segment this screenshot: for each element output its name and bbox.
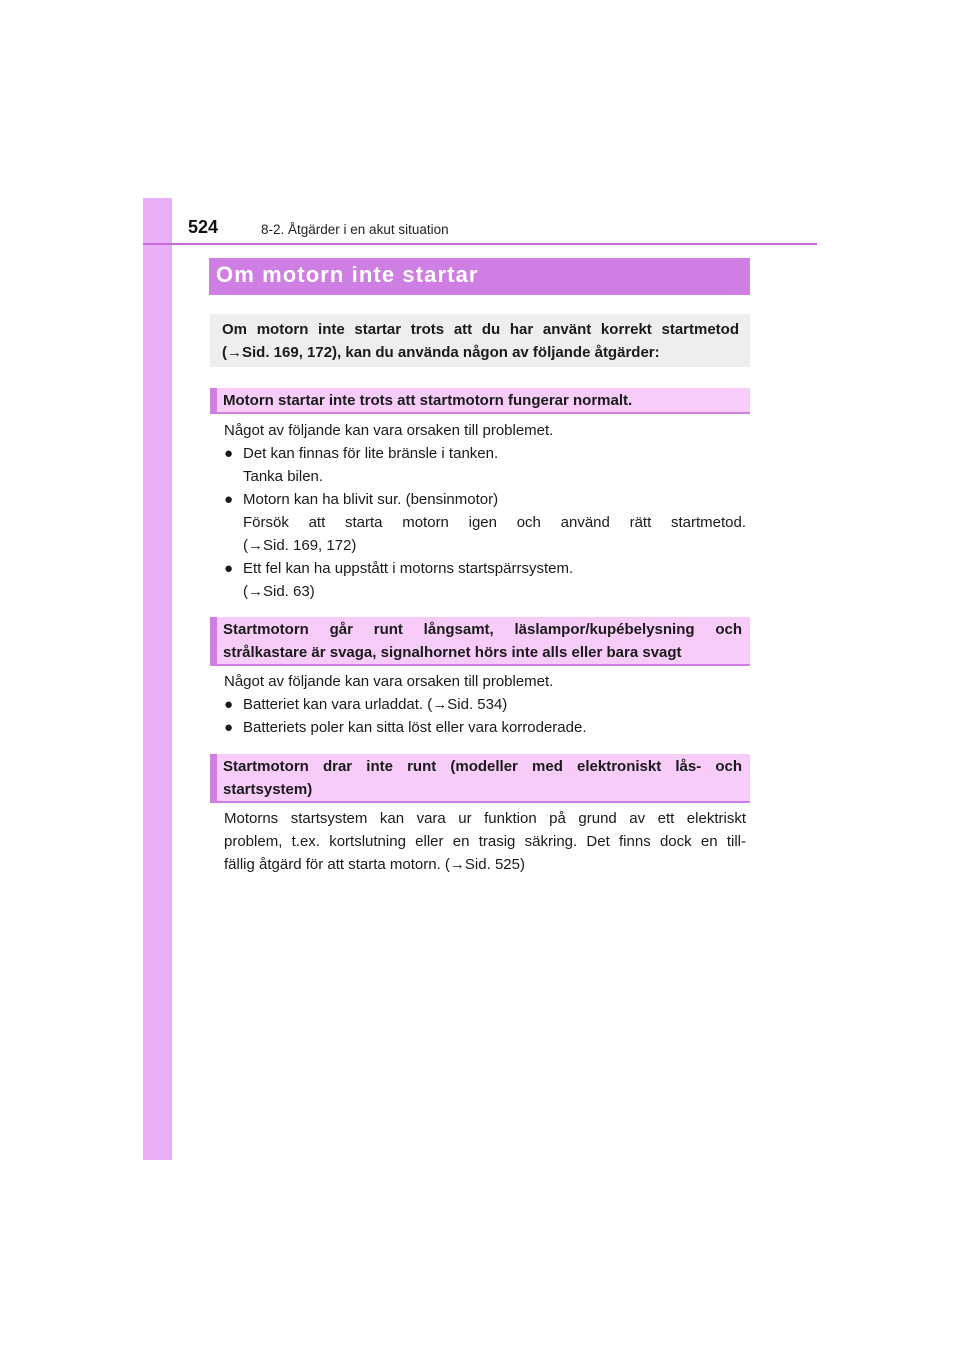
side-tab-band xyxy=(143,198,172,1160)
bullet-icon: ● xyxy=(224,719,234,736)
section-body-1 xyxy=(224,419,746,603)
section-heading-1 xyxy=(210,388,750,414)
section-body-3 xyxy=(224,807,746,876)
section-body-2 xyxy=(224,670,746,739)
header-rule xyxy=(143,243,817,245)
list-item xyxy=(224,693,746,716)
section-heading-3 xyxy=(210,754,750,803)
intro-line: (→Sid. 169, 172), kan du använda någon av följande åtgärder: xyxy=(222,344,660,361)
list-item-subtext: (→Sid. 169, 172) xyxy=(243,537,357,554)
list-item xyxy=(224,557,746,603)
section-heading-text: Motorn startar inte trots att startmotorn fungerar normalt. xyxy=(223,392,633,409)
paragraph-line: problem, t.ex. kortslutning eller en trasig säkring. Det finns dock en till- xyxy=(224,833,746,850)
intro-box xyxy=(210,314,750,367)
intro-line: Om motorn inte startar trots att du har använt korrekt startmetod xyxy=(222,321,739,338)
list-item-text: Ett fel kan ha uppstått i motorns startspärrsystem. xyxy=(243,560,574,577)
list-item xyxy=(224,442,746,488)
bullet-icon: ● xyxy=(224,696,234,713)
list-item-subtext: Tanka bilen. xyxy=(243,468,324,485)
paragraph-line: Motorns startsystem kan vara ur funktion på grund av ett elektriskt xyxy=(224,810,746,827)
page-header xyxy=(143,198,817,246)
section-heading-text: Startmotorn går runt långsamt, läslampor/kupébelysning och xyxy=(223,621,742,638)
list-item-text: Batteriet kan vara urladdat. (→Sid. 534) xyxy=(243,696,508,713)
list-item-subtext: Försök att starta motorn igen och använd rätt startmetod. xyxy=(243,514,746,531)
section-lead: Något av följande kan vara orsaken till problemet. xyxy=(224,673,554,690)
list-item-text: Det kan finnas för lite bränsle i tanken. xyxy=(243,445,499,462)
section-path: 8-2. Åtgärder i en akut situation xyxy=(261,222,449,237)
section-heading-text: strålkastare är svaga, signalhornet hörs inte alls eller bara svagt xyxy=(223,644,682,661)
list-item-text: Motorn kan ha blivit sur. (bensinmotor) xyxy=(243,491,499,508)
bullet-icon: ● xyxy=(224,491,234,508)
paragraph-line: fällig åtgärd för att starta motorn. (→Sid. 525) xyxy=(224,856,525,873)
section-lead: Något av följande kan vara orsaken till problemet. xyxy=(224,422,554,439)
list-item xyxy=(224,488,746,557)
list-item xyxy=(224,716,746,739)
section-heading-2 xyxy=(210,617,750,666)
page-title: Om motorn inte startar xyxy=(216,262,479,287)
page-number: 524 xyxy=(188,217,219,237)
list-item-text: Batteriets poler kan sitta löst eller vara korroderade. xyxy=(243,719,587,736)
section-heading-text: Startmotorn drar inte runt (modeller med elektroniskt lås- och xyxy=(223,758,742,775)
bullet-icon: ● xyxy=(224,560,234,577)
section-heading-text: startsystem) xyxy=(223,781,313,798)
title-bar xyxy=(209,258,750,295)
bullet-icon: ● xyxy=(224,445,234,462)
list-item-subtext: (→Sid. 63) xyxy=(243,583,315,600)
